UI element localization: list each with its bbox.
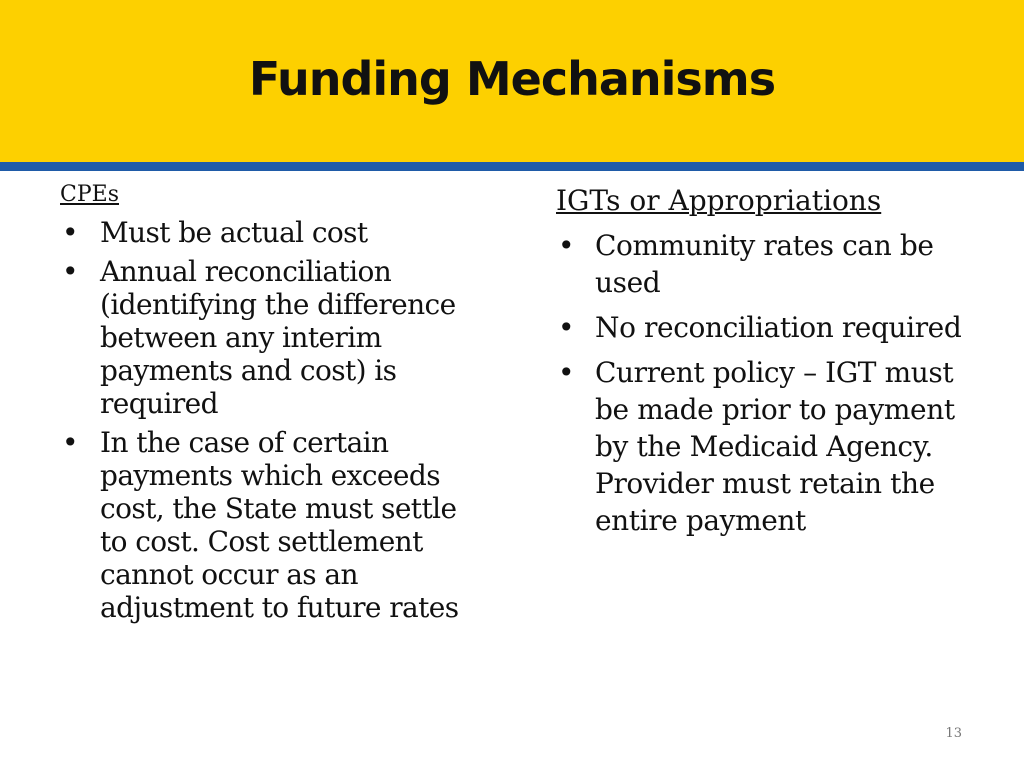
bullet-text: Must be actual cost — [100, 216, 368, 249]
list-item — [60, 255, 480, 420]
bullet-icon: • — [62, 255, 78, 288]
header-divider — [0, 162, 1024, 171]
list-item — [556, 354, 976, 539]
bullet-text: Annual reconciliation (identifying the difference between any interim payments and cost) is required — [100, 255, 456, 420]
bullet-icon: • — [558, 356, 575, 389]
bullet-text: Community rates can be used — [595, 229, 934, 299]
cpes-column — [60, 180, 480, 624]
title-banner — [0, 0, 1024, 162]
list-item — [60, 426, 480, 624]
slide-title: Funding Mechanisms — [248, 52, 776, 106]
igts-column — [556, 183, 976, 539]
bullet-text: No reconciliation required — [595, 311, 962, 344]
bullet-icon: • — [62, 426, 78, 459]
bullet-text: Current policy – IGT must be made prior to payment by the Medicaid Agency. Provider must retain the entire payment — [595, 356, 955, 537]
cpes-heading: CPEs — [60, 182, 119, 207]
bullet-text: In the case of certain payments which exceeds cost, the State must settle to cost. Cost settlement cannot occur as an adjustment to future rates — [100, 426, 459, 624]
bullet-icon: • — [558, 229, 575, 262]
page-number: 13 — [945, 726, 962, 741]
list-item — [556, 309, 976, 346]
bullet-icon: • — [62, 216, 78, 249]
igts-heading: IGTs or Appropriations — [556, 184, 882, 217]
bullet-icon: • — [558, 311, 575, 344]
cpes-bullet-list — [60, 216, 480, 624]
list-item — [556, 227, 976, 301]
igts-bullet-list — [556, 227, 976, 539]
list-item — [60, 216, 480, 249]
